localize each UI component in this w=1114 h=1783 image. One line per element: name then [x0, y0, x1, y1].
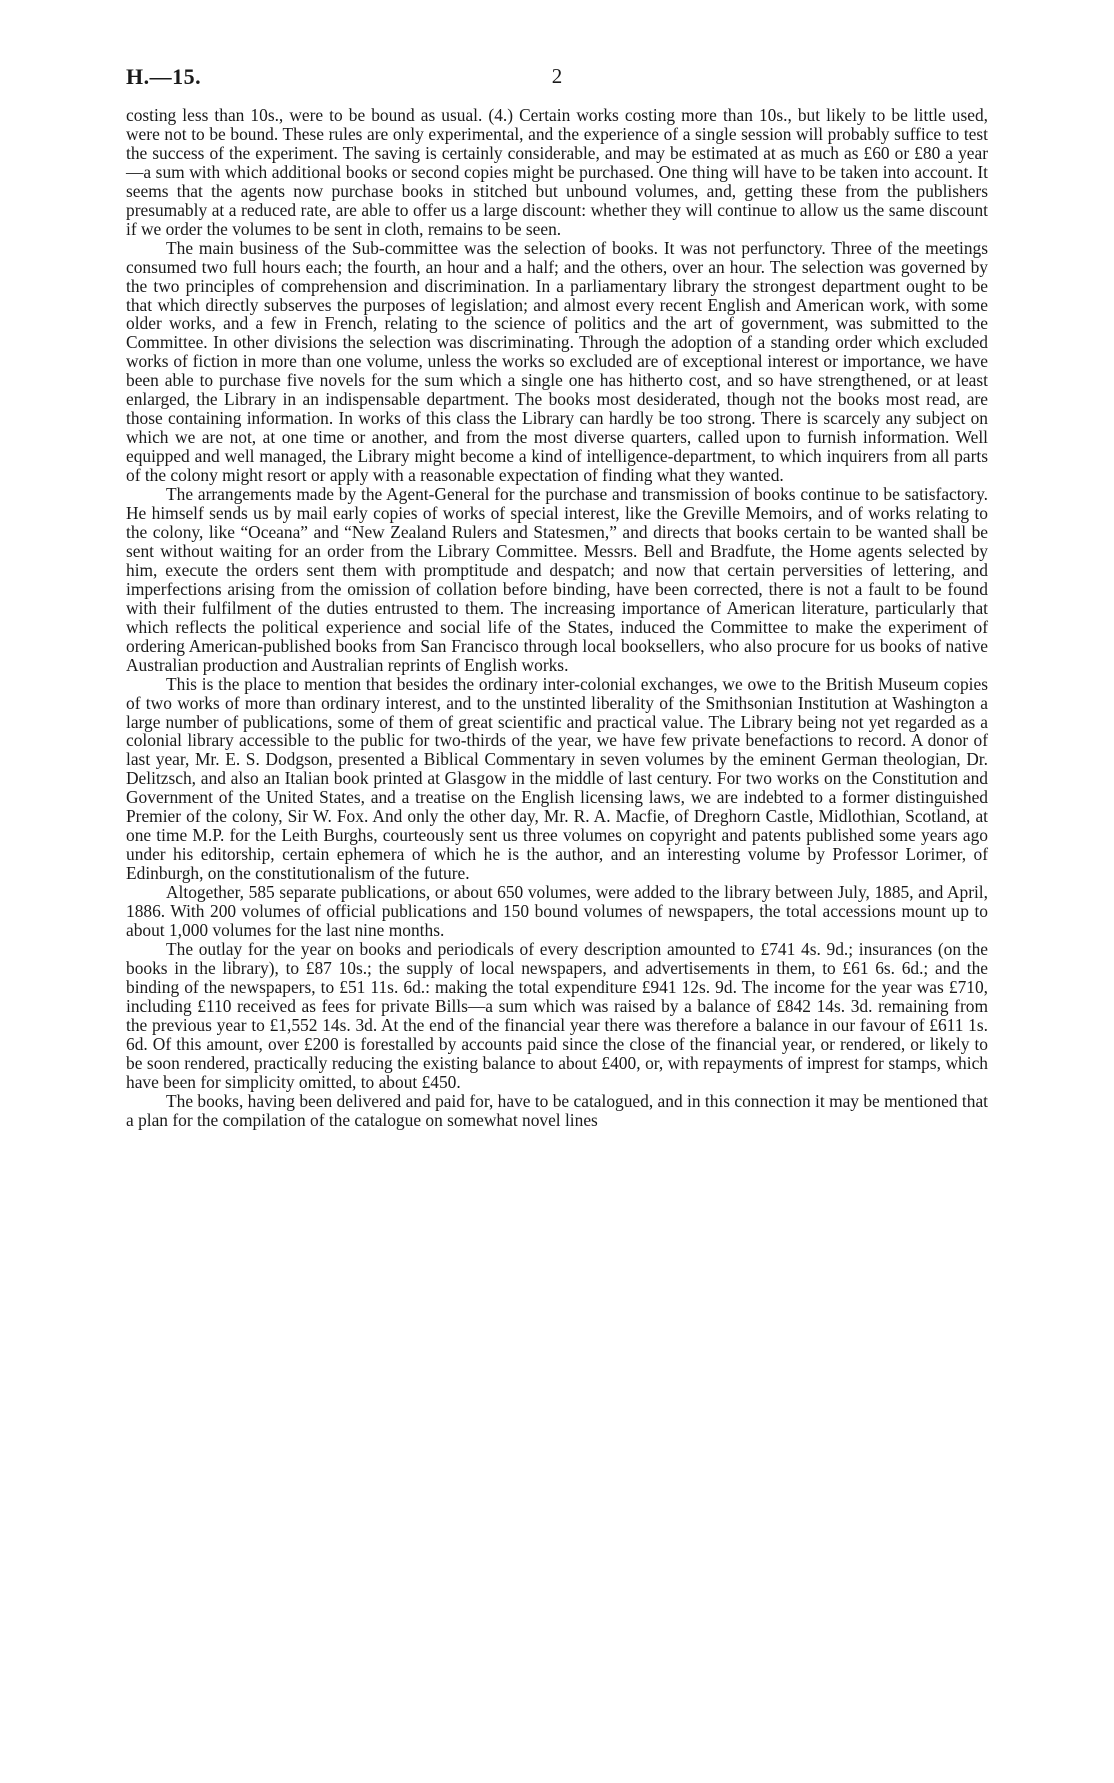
body-text [126, 106, 988, 1129]
paragraph-binding-rules: costing less than 10s., were to be bound as usual. (4.) Certain works costing more than 10s., but likely to be little used, were not to be bound. These rules are only experimental, and the experience of a single session will probably suffice to test the success of the experiment. The saving is certainly considerable, and may be estimated at as much as £60 or £80 a year—a sum with which additional books or second copies might be purchased. One thing will have to be taken into account. It seems that the agents now purchase books in stitched but unbound volumes, and, getting these from the publishers presumably at a reduced rate, are able to offer us a large discount: whether they will continue to allow us the same discount if we order the volumes to be sent in cloth, remains to be seen. [126, 105, 988, 239]
paragraph-selection-of-books: The main business of the Sub-committee was the selection of books. It was not perfunctory. Three of the meetings consumed two full hours each; the fourth, an hour and a half; and the others, over an hour. The selection was governed by the two principles of comprehension and discrimination. In a parliamentary library the strongest department ought to be that which directly subserves the purposes of legislation; and almost every recent English and American work, with some older works, and a few in French, relating to the science of politics and the art of government, was submitted to the Committee. In other divisions the selection was discriminating. Through the adoption of a standing order which excluded works of fiction in more than one volume, unless the works so excluded are of exceptional interest or importance, we have been able to purchase five novels for the sum which a single one has hitherto cost, and so have strengthened, or at least enlarged, the Library in an indispensable department. The books most desiderated, though not the books most read, are those containing information. In works of this class the Library can hardly be too strong. There is scarcely any subject on which we are not, at one time or another, and from the most diverse quarters, called upon to furnish information. Well equipped and well managed, the Library might become a kind of intelligence-department, to which inquirers from all parts of the colony might resort or apply with a reasonable expectation of finding what they wanted. [126, 237, 988, 486]
document-reference: H.—15. [126, 64, 202, 89]
page-number: 2 [551, 64, 563, 88]
page-header [126, 64, 988, 94]
paragraph-accessions: Altogether, 585 separate publications, or about 650 volumes, were added to the library between July, 1885, and April, 1886. With 200 volumes of official publications and 150 bound volumes of newspapers, the total accessions mount up to about 1,000 volumes for the last nine months. [126, 882, 988, 940]
paragraph-outlay-and-income: The outlay for the year on books and periodicals of every description amounted to £741 4s. 9d.; insurances (on the books in the library), to £87 10s.; the supply of local newspapers, and advertisements in them, to £61 6s. 6d.; and the binding of the newspapers, to £51 11s. 6d.: making the total expenditure £941 12s. 9d. The income for the year was £710, including £110 received as fees for private Bills—a sum which was raised by a balance of £842 14s. 3d. remaining from the previous year to £1,552 14s. 3d. At the end of the financial year there was therefore a balance in our favour of £611 1s. 6d. Of this amount, over £200 is forestalled by accounts paid since the close of the financial year, or rendered, or likely to be soon rendered, practically reducing the existing balance to about £400, or, with repayments of imprest for stamps, which have been for simplicity omitted, to about £450. [126, 938, 988, 1092]
paragraph-cataloguing: The books, having been delivered and paid for, have to be catalogued, and in this connection it may be mentioned that a plan for the compilation of the catalogue on somewhat novel lines [126, 1090, 988, 1130]
paragraph-exchanges-and-donations: This is the place to mention that besides the ordinary inter-colonial exchanges, we owe to the British Museum copies of two works of more than ordinary interest, and to the unstinted liberality of the Smithsonian Institution at Washington a large number of publications, some of them of great scientific and practical value. The Library being not yet regarded as a colonial library accessible to the public for two-thirds of the year, we have few private benefactions to record. A donor of last year, Mr. E. S. Dodgson, presented a Biblical Commentary in seven volumes by the eminent German theologian, Dr. Delitzsch, and also an Italian book printed at Glasgow in the middle of last century. For two works on the Constitution and Government of the United States, and a treatise on the English licensing laws, we are indebted to a former distinguished Premier of the colony, Sir W. Fox. And only the other day, Mr. R. A. Macfie, of Dreghorn Castle, Midlothian, Scotland, at one time M.P. for the Leith Burghs, courteously sent us three volumes on copyright and patents published some years ago under his editorship, certain ephemera of which he is the author, and an interesting volume by Professor Lorimer, of Edinburgh, on the constitutionalism of the future. [126, 673, 988, 884]
paragraph-agent-general-arrangements: The arrangements made by the Agent-General for the purchase and transmission of books continue to be satisfactory. He himself sends us by mail early copies of works of special interest, like the Greville Memoirs, and of works relating to the colony, like “Oceana” and “New Zealand Rulers and Statesmen,” and directs that books certain to be wanted shall be sent without waiting for an order from the Library Committee. Messrs. Bell and Bradfute, the Home agents selected by him, execute the orders sent them with promptitude and despatch; and now that certain perversities of lettering, and imperfections arising from the omission of collation before binding, have been corrected, there is not a fault to be found with their fulfilment of the duties entrusted to them. The increasing importance of American literature, particularly that which reflects the political experience and social life of the States, induced the Committee to make the experiment of ordering American-published books from San Francisco through local booksellers, who also procure for us books of native Australian production and Australian reprints of English works. [126, 484, 988, 675]
